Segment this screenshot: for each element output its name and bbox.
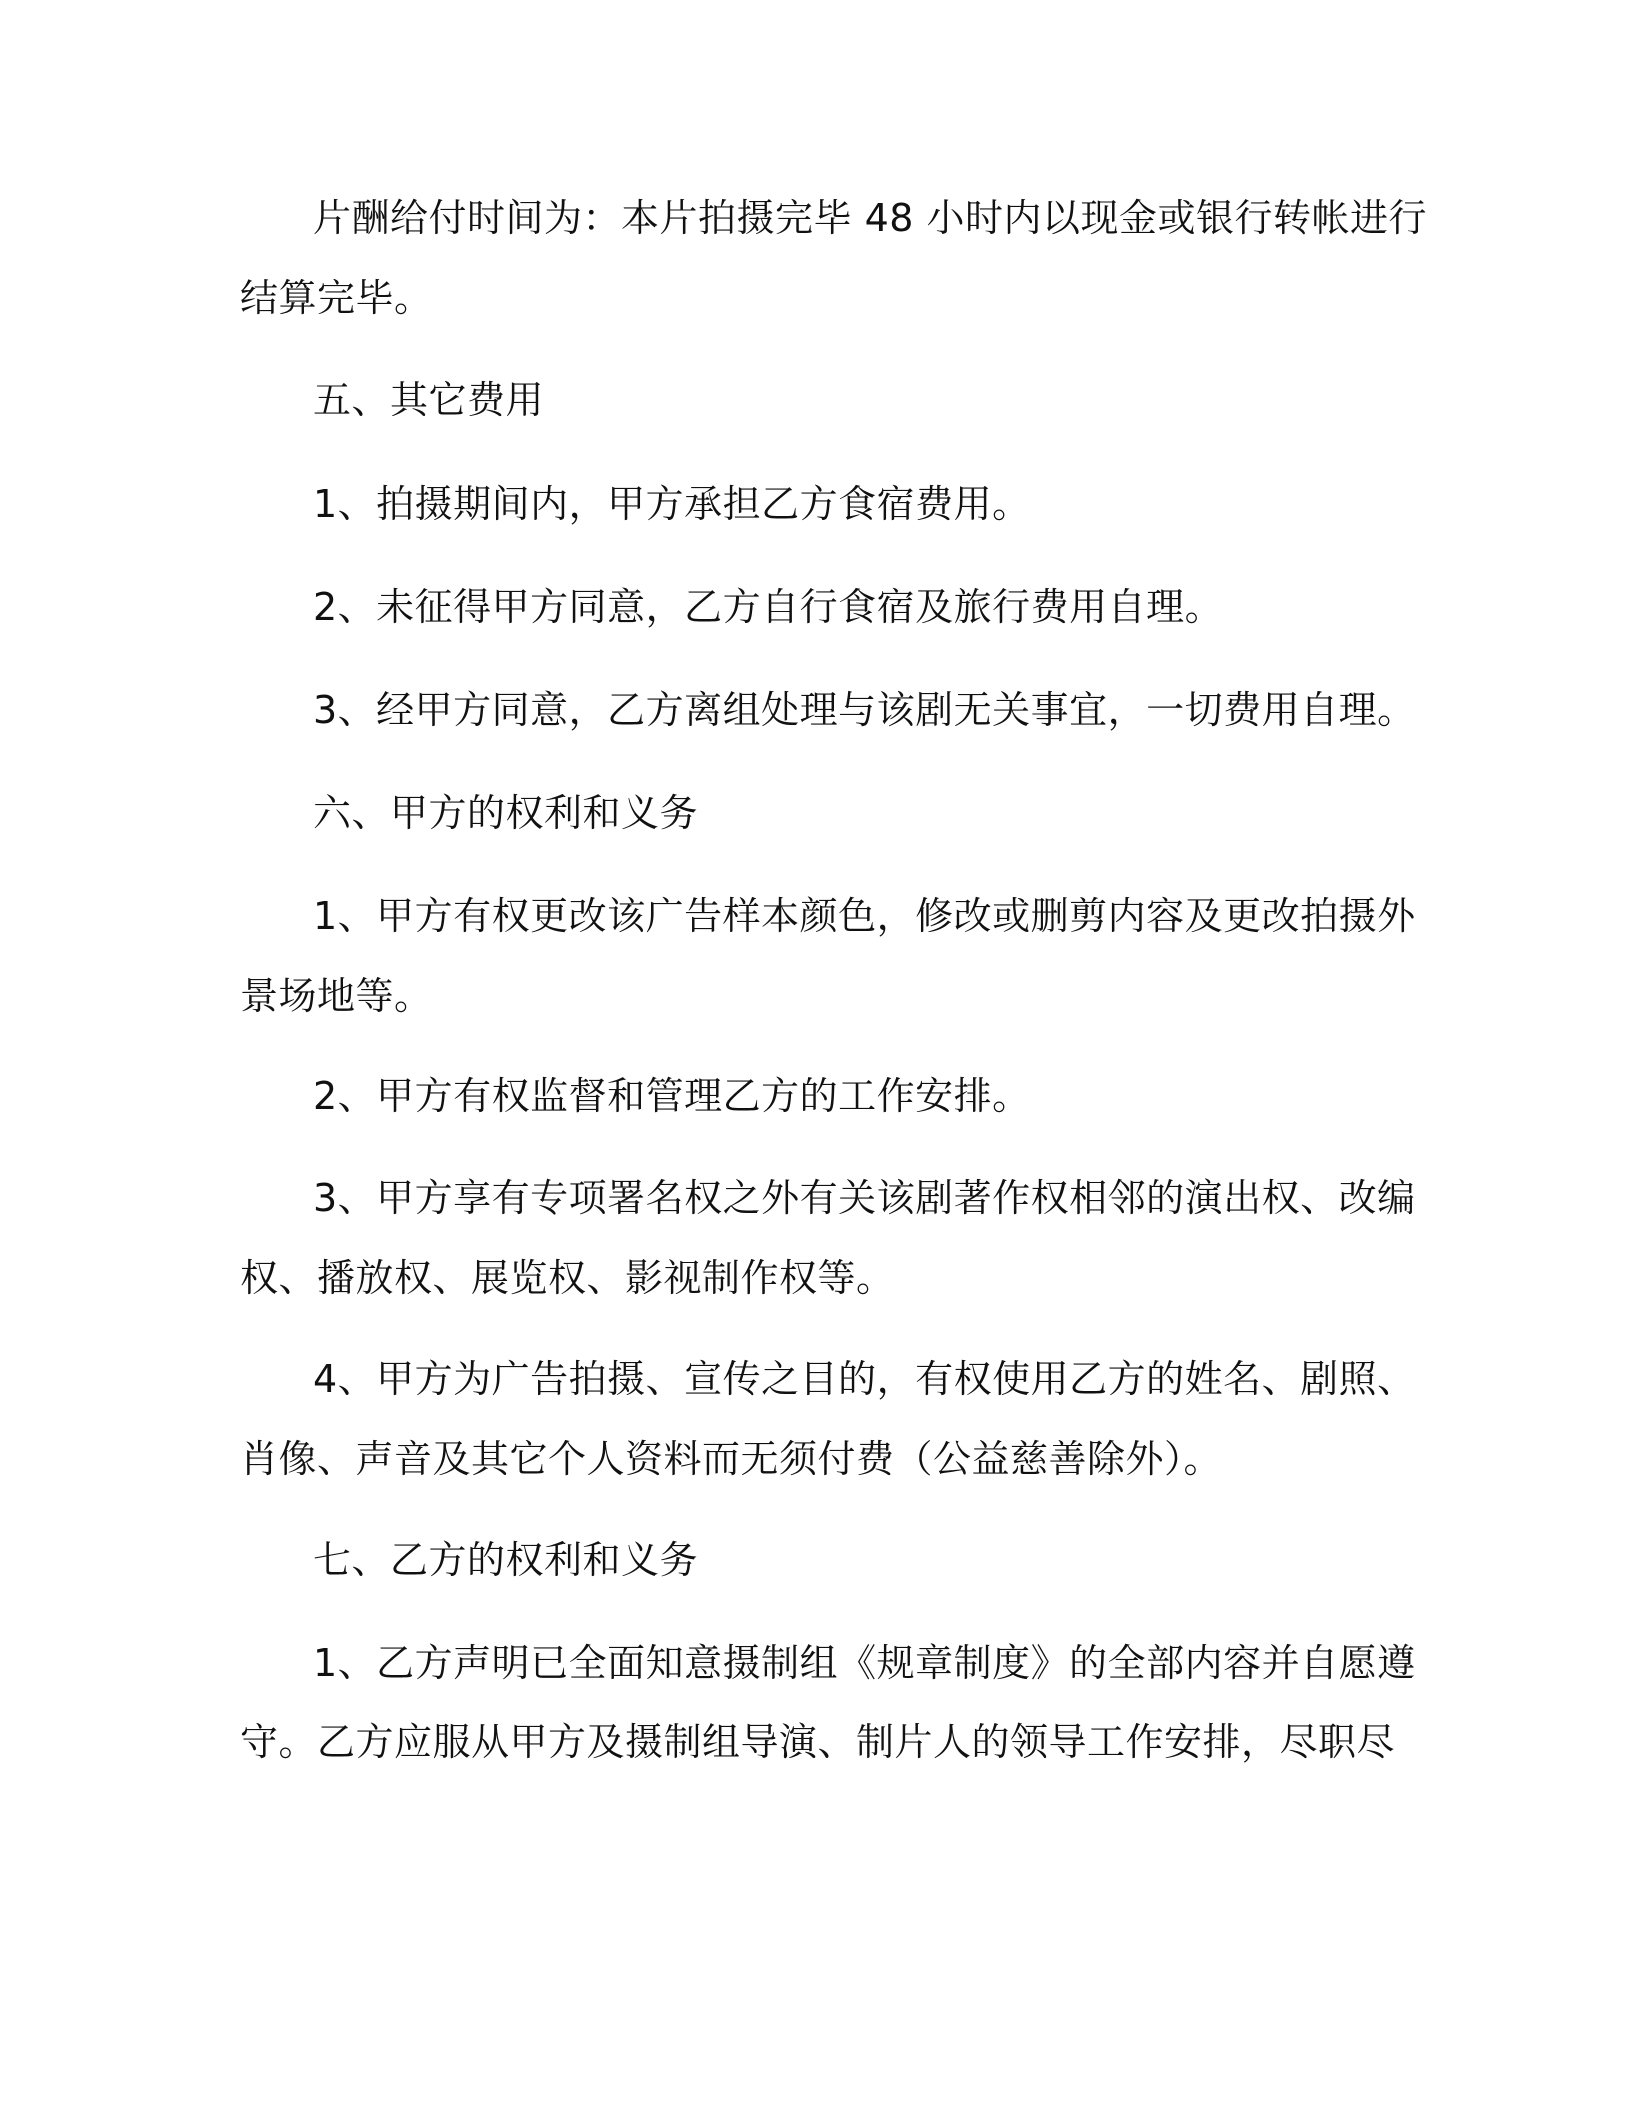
payment-time-line-2: 结算完毕。 — [240, 276, 433, 320]
section-6-heading: 六、甲方的权利和义务 — [313, 791, 699, 835]
payment-time-line-1: 片酬给付时间为：本片拍摄完毕 48 小时内以现金或银行转帐进行 — [313, 196, 1428, 240]
section-7-item-1-line-2: 守。乙方应服从甲方及摄制组导演、制片人的领导工作安排，尽职尽 — [240, 1720, 1396, 1764]
section-5-item-1: 1、拍摄期间内，甲方承担乙方食宿费用。 — [313, 482, 1031, 526]
section-5-heading: 五、其它费用 — [313, 378, 545, 422]
section-6-item-3-line-1: 3、甲方享有专项署名权之外有关该剧著作权相邻的演出权、改编 — [313, 1176, 1416, 1220]
section-6-item-3-line-2: 权、播放权、展览权、影视制作权等。 — [240, 1256, 895, 1300]
section-6-item-4-line-1: 4、甲方为广告拍摄、宣传之目的，有权使用乙方的姓名、剧照、 — [313, 1357, 1416, 1401]
section-5-item-2: 2、未征得甲方同意，乙方自行食宿及旅行费用自理。 — [313, 585, 1224, 629]
section-6-item-2: 2、甲方有权监督和管理乙方的工作安排。 — [313, 1074, 1031, 1118]
section-6-item-4-line-2: 肖像、声音及其它个人资料而无须付费（公益慈善除外）。 — [240, 1437, 1223, 1481]
section-7-item-1-line-1: 1、乙方声明已全面知意摄制组《规章制度》的全部内容并自愿遵 — [313, 1641, 1416, 1685]
section-7-heading: 七、乙方的权利和义务 — [313, 1538, 699, 1582]
section-6-item-1-line-2: 景场地等。 — [240, 974, 433, 1018]
section-6-item-1-line-1: 1、甲方有权更改该广告样本颜色，修改或删剪内容及更改拍摄外 — [313, 894, 1416, 938]
section-5-item-3: 3、经甲方同意，乙方离组处理与该剧无关事宜，一切费用自理。 — [313, 688, 1416, 732]
